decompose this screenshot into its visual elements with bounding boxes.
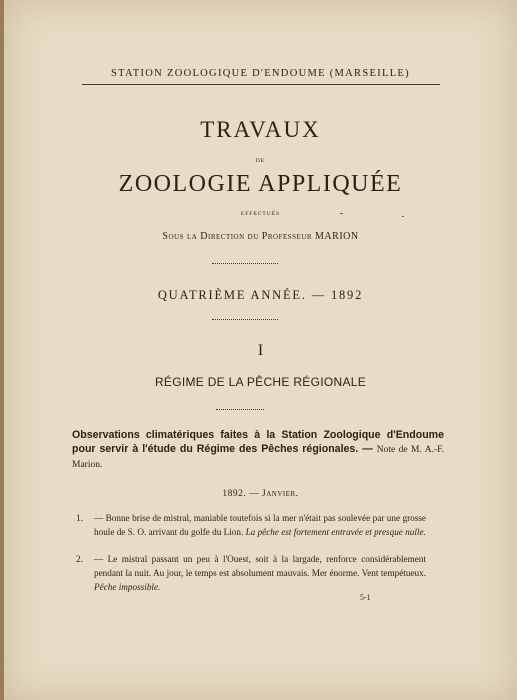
print-speck <box>402 216 404 217</box>
station-header: STATION ZOOLOGIQUE D'ENDOUME (MARSEILLE) <box>111 68 410 79</box>
entry-number: 2. <box>76 554 83 564</box>
annee-line: QUATRIÈME ANNÉE. — 1892 <box>157 288 364 302</box>
entry-text: — Le mistral passant un peu à l'Ouest, soit à la largade, renforce considérablement pendant la nuit. Au jour, le temps est absolument mauvais. Mer énorme. Vent tempétueux. <box>94 554 426 578</box>
direction-line <box>4 231 517 242</box>
direction-name: MARION <box>315 231 359 242</box>
direction-prefix: Sous la Direction du Professeur <box>162 231 313 242</box>
entry-2 <box>76 552 426 594</box>
date-heading: 1892. — Janvier. <box>222 489 299 499</box>
entry-number: 1. <box>76 513 83 523</box>
section-number: I <box>257 342 264 359</box>
entry-1 <box>76 511 426 539</box>
entry-italic: Pêche impossible. <box>94 582 161 592</box>
entry-text: — Bonne brise de mistral, maniable toutefois si la mer n'était pas soulevée par une grosse houle de S. O. arrivant du golfe du Lion. <box>94 513 426 537</box>
divider-2 <box>212 319 278 320</box>
divider-3 <box>216 409 264 410</box>
signature-mark: 5-1 <box>360 593 371 602</box>
observations-paragraph <box>72 428 444 472</box>
header-underline <box>82 84 440 85</box>
document-page <box>4 0 517 700</box>
title-de: DE <box>255 158 266 164</box>
effectues-label: EFFECTUÉS <box>240 211 281 217</box>
print-speck <box>340 213 343 214</box>
section-title: RÉGIME DE LA PÊCHE RÉGIONALE <box>154 375 367 389</box>
entry-italic: La pêche est fortement entravée et presque nulle. <box>245 527 426 537</box>
title-travaux: TRAVAUX <box>200 117 321 142</box>
title-zoologie-appliquee: ZOOLOGIE APPLIQUÉE <box>118 171 403 197</box>
divider-1 <box>212 263 278 264</box>
observations-note: Note de M. A.-F. Marion. <box>72 445 445 470</box>
observations-title: Observations climatériques faites à la Station Zoologique d'Endoume pour servir à l'étude du Régime des Pêches régionales. — <box>72 429 444 455</box>
